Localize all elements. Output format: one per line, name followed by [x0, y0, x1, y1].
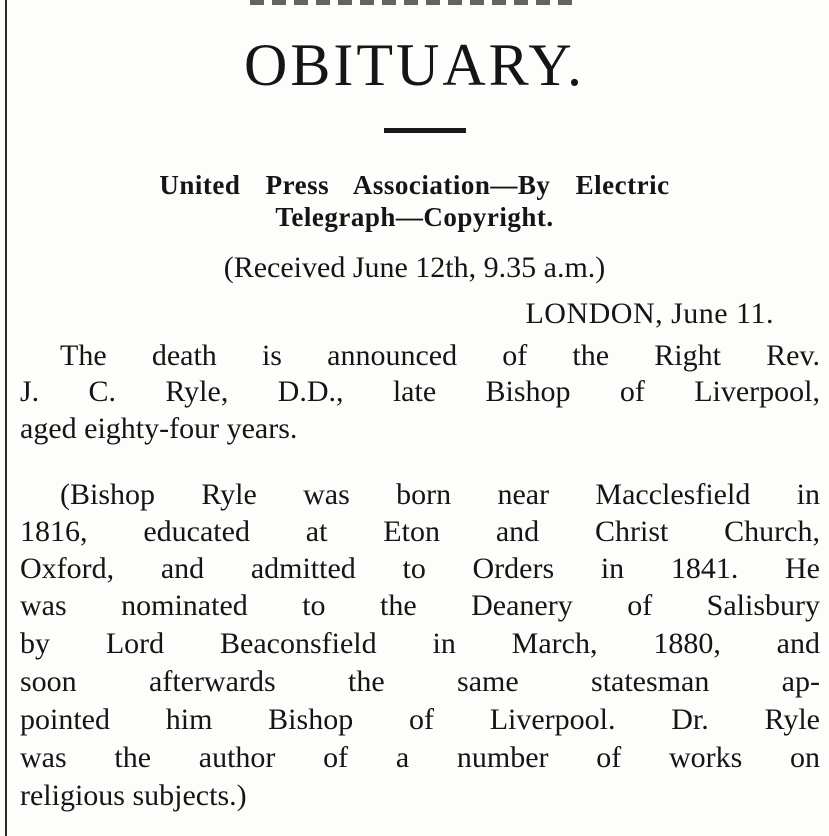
paragraph-1-line: The death is announced of the Right Rev. — [60, 339, 820, 372]
paragraph-2-line: by Lord Beaconsfield in March, 1880, and — [20, 627, 820, 660]
paragraph-2-line: soon afterwards the same statesman ap- — [20, 665, 820, 698]
byline-line-1: United Press Association—By Electric — [159, 170, 670, 200]
headline: OBITUARY. — [244, 32, 585, 98]
headline-divider — [384, 128, 466, 133]
dateline: LONDON, June 11. — [525, 297, 774, 330]
paragraph-1-line: aged eighty-four years. — [20, 412, 298, 445]
byline-line-2: Telegraph—Copyright. — [275, 202, 554, 232]
paragraph-2-line: was nominated to the Deanery of Salisbury — [20, 589, 820, 622]
column-rule — [5, 0, 7, 836]
paragraph-2-line: 1816, educated at Eton and Christ Church, — [20, 515, 820, 548]
received-timestamp: (Received June 12th, 9.35 a.m.) — [223, 251, 606, 284]
paragraph-2-line: pointed him Bishop of Liverpool. Dr. Ryle — [20, 703, 820, 736]
paragraph-2-line: religious subjects.) — [20, 779, 247, 812]
paragraph-2-line: was the author of a number of works on — [20, 741, 820, 774]
paragraph-2-line: (Bishop Ryle was born near Macclesfield in — [60, 478, 820, 511]
paragraph-1-line: J. C. Ryle, D.D., late Bishop of Liverpool, — [20, 375, 820, 408]
cropped-text-remnant — [250, 0, 580, 5]
paragraph-2-line: Oxford, and admitted to Orders in 1841. He — [20, 552, 820, 585]
